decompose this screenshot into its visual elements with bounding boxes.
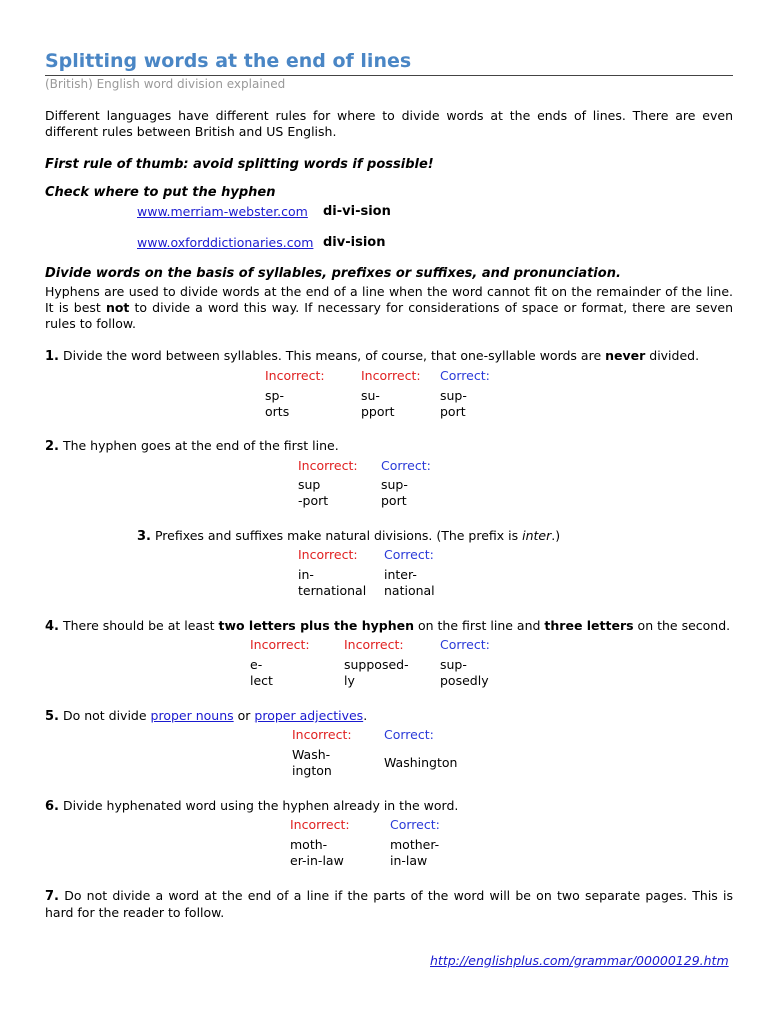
example-incorrect xyxy=(361,388,395,420)
example-line: ington xyxy=(292,763,332,778)
rule-emphasis: three letters xyxy=(544,618,634,633)
example-line: in-law xyxy=(390,853,428,868)
correct-label: Correct: xyxy=(390,817,440,832)
rule-4 xyxy=(45,618,730,635)
example-line: Wash- xyxy=(292,747,331,762)
example-line: national xyxy=(384,583,435,598)
example-incorrect xyxy=(298,567,366,599)
rule-text: There should be at least xyxy=(58,618,219,633)
example-line: ly xyxy=(344,673,355,688)
rule-1 xyxy=(45,348,699,365)
rule-text: Divide hyphenated word using the hyphen already in the word. xyxy=(58,798,459,813)
rule-text: or xyxy=(233,708,255,723)
incorrect-label: Incorrect: xyxy=(292,727,352,742)
example-line: e- xyxy=(250,657,263,672)
rule-text: The hyphen goes at the end of the first line. xyxy=(58,438,339,453)
correct-label: Correct: xyxy=(440,637,490,652)
hyphen-para-text-end: to divide a word this way. If necessary for considerations of space or format, there are seven rules to follow. xyxy=(45,300,733,331)
example-line: inter- xyxy=(384,567,417,582)
example-line: Washington xyxy=(384,755,458,770)
example-incorrect xyxy=(344,657,409,689)
correct-label: Correct: xyxy=(384,727,434,742)
example-line: supposed- xyxy=(344,657,409,672)
title-divider xyxy=(45,75,733,76)
page-title: Splitting words at the end of lines xyxy=(45,50,412,72)
example-incorrect xyxy=(292,747,332,779)
rule-text: Prefixes and suffixes make natural divisions. (The prefix is xyxy=(150,528,523,543)
incorrect-label: Incorrect: xyxy=(344,637,404,652)
merriam-division: di-vi-sion xyxy=(323,204,391,219)
hyphen-para-not: not xyxy=(105,300,130,315)
incorrect-label: Incorrect: xyxy=(298,458,358,473)
rule-emphasis: inter xyxy=(522,528,552,543)
example-line: ternational xyxy=(298,583,367,598)
rule-7 xyxy=(45,888,733,921)
rule-text: on the first line and xyxy=(413,618,545,633)
rule-text-end: on the second. xyxy=(633,618,731,633)
example-incorrect xyxy=(250,657,273,689)
rule-5 xyxy=(45,708,367,725)
rule-of-thumb: First rule of thumb: avoid splitting words if possible! xyxy=(45,157,434,172)
rule-text-end: . xyxy=(363,708,368,723)
incorrect-label: Incorrect: xyxy=(250,637,310,652)
example-line: sp- xyxy=(265,388,284,403)
rule-emphasis: two letters plus the hyphen xyxy=(218,618,414,633)
proper-adjectives-link[interactable]: proper adjectives xyxy=(254,708,364,723)
example-line: port xyxy=(440,404,466,419)
rule-text-end: .) xyxy=(551,528,561,543)
example-line: sup xyxy=(298,477,321,492)
example-line: mother- xyxy=(390,837,440,852)
merriam-webster-link[interactable]: www.merriam-webster.com xyxy=(137,204,308,219)
correct-label: Correct: xyxy=(381,458,431,473)
source-link[interactable]: http://englishplus.com/grammar/00000129.htm xyxy=(430,953,729,968)
incorrect-label: Incorrect: xyxy=(290,817,350,832)
example-incorrect xyxy=(298,477,328,509)
example-correct xyxy=(390,837,439,869)
oxford-link[interactable]: www.oxforddictionaries.com xyxy=(137,235,314,250)
rule-number: 4. xyxy=(45,619,59,634)
example-line: posedly xyxy=(440,673,489,688)
example-correct xyxy=(440,657,489,689)
example-line: su- xyxy=(361,388,380,403)
rule-text: Do not divide a word at the end of a line if the parts of the word will be on two separate pages. This is hard for the reader to follow. xyxy=(45,888,733,920)
rule-number: 5. xyxy=(45,709,59,724)
rule-number: 1. xyxy=(45,349,59,364)
example-line: orts xyxy=(265,404,290,419)
hyphen-paragraph xyxy=(45,284,733,332)
example-correct xyxy=(381,477,408,509)
rule-text: Divide the word between syllables. This means, of course, that one-syllable words are xyxy=(58,348,606,363)
rule-number: 7. xyxy=(45,889,59,904)
rule-6 xyxy=(45,798,458,815)
example-line: sup- xyxy=(440,388,467,403)
proper-nouns-link[interactable]: proper nouns xyxy=(150,708,234,723)
example-line: pport xyxy=(361,404,395,419)
hyphen-para-text: Hyphens are used to divide words at the end of a line when the word cannot fit on the remainder of the line. It is best xyxy=(45,284,733,315)
example-line: sup- xyxy=(440,657,467,672)
rule-emphasis: never xyxy=(605,348,646,363)
intro-paragraph: Different languages have different rules for where to divide words at the ends of lines. There are even different rules between British and US English. xyxy=(45,108,733,139)
incorrect-label: Incorrect: xyxy=(361,368,421,383)
example-line: er-in-law xyxy=(290,853,344,868)
example-line: port xyxy=(381,493,407,508)
check-heading: Check where to put the hyphen xyxy=(45,185,276,200)
example-incorrect xyxy=(265,388,289,420)
example-line: lect xyxy=(250,673,273,688)
correct-label: Correct: xyxy=(440,368,490,383)
incorrect-label: Incorrect: xyxy=(298,547,358,562)
rule-number: 3. xyxy=(137,529,151,544)
rule-3 xyxy=(137,528,560,545)
oxford-division: div-ision xyxy=(323,235,386,250)
rule-number: 2. xyxy=(45,439,59,454)
rule-number: 6. xyxy=(45,799,59,814)
rule-text-end: divided. xyxy=(645,348,700,363)
example-line: sup- xyxy=(381,477,408,492)
page-subtitle: (British) English word division explained xyxy=(45,77,286,91)
example-correct xyxy=(440,388,467,420)
example-line: in- xyxy=(298,567,314,582)
example-incorrect xyxy=(290,837,344,869)
example-correct xyxy=(384,567,435,599)
example-line: -port xyxy=(298,493,329,508)
example-line: moth- xyxy=(290,837,328,852)
example-correct xyxy=(384,755,457,771)
incorrect-label: Incorrect: xyxy=(265,368,325,383)
rule-text: Do not divide xyxy=(58,708,151,723)
correct-label: Correct: xyxy=(384,547,434,562)
divide-heading: Divide words on the basis of syllables, prefixes or suffixes, and pronunciation. xyxy=(45,266,621,281)
rule-2 xyxy=(45,438,339,455)
